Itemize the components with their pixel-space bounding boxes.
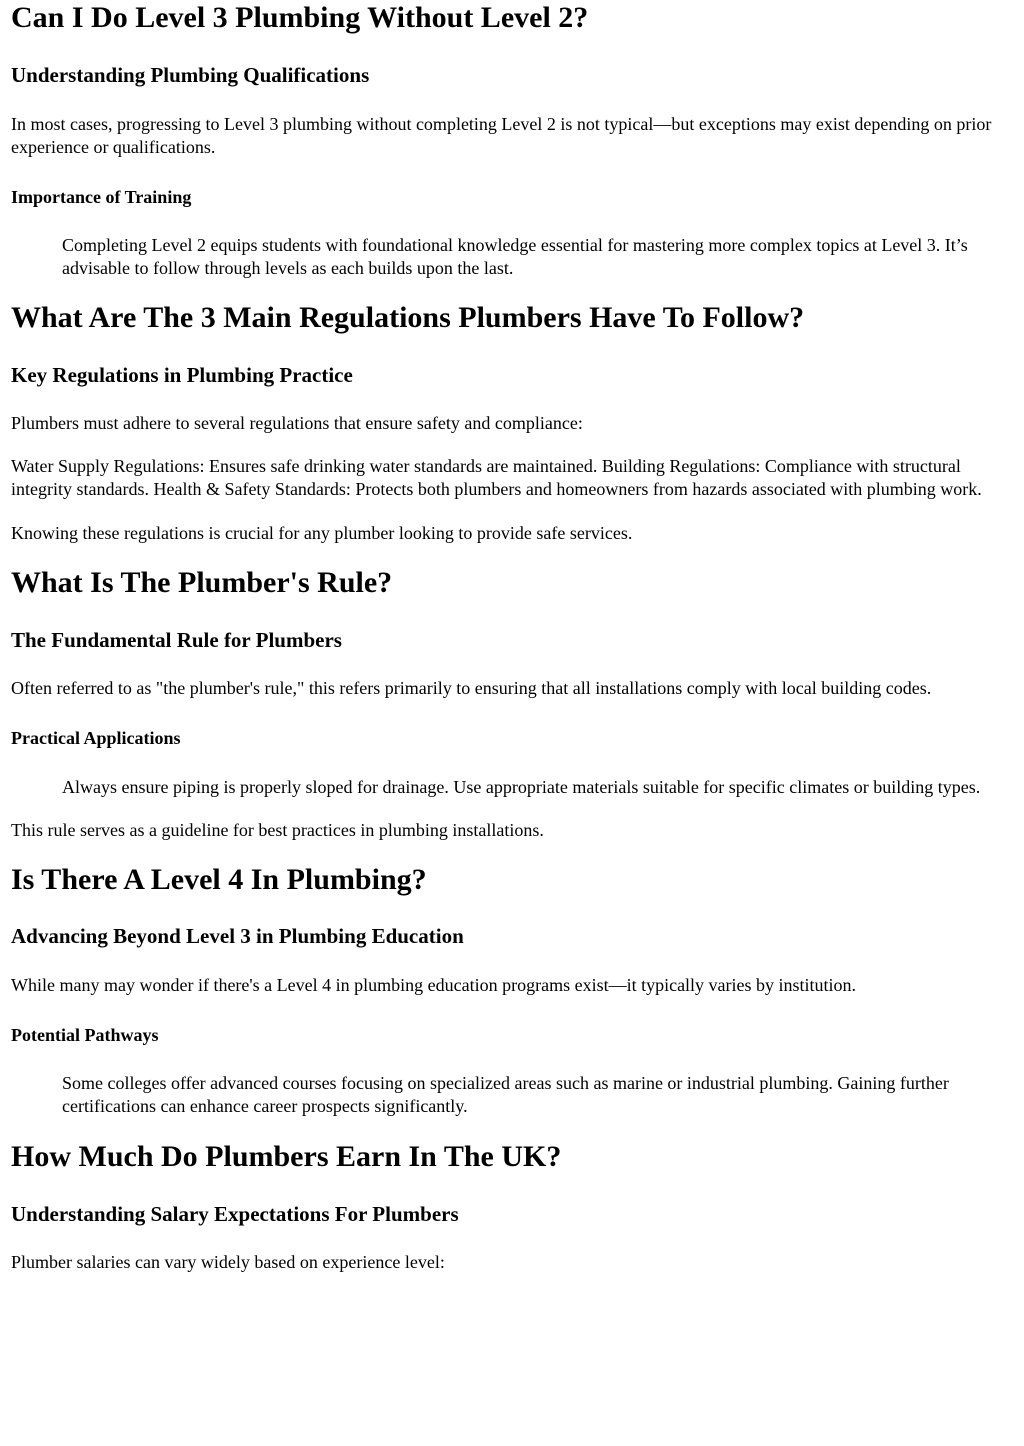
quote-potential-pathways: Some colleges offer advanced courses focusing on specialized areas such as marine or industrial plumbing. Gaining further certifications can enhance career prospects significantly. bbox=[62, 1073, 949, 1116]
subheading-key-regulations: Key Regulations in Plumbing Practice bbox=[11, 363, 353, 387]
paragraph-salary-intro: Plumber salaries can vary widely based on experience level: bbox=[11, 1252, 445, 1272]
paragraph-regulations-summary: Knowing these regulations is crucial for any plumber looking to provide safe services. bbox=[11, 523, 633, 543]
section-heading-main-regulations: What Are The 3 Main Regulations Plumbers Have To Follow? bbox=[11, 301, 805, 334]
paragraph-qualifications: In most cases, progressing to Level 3 plumbing without completing Level 2 is not typical—but exceptions may exist depending on prior experience or qualifications. bbox=[11, 114, 992, 157]
subheading-plumbing-qualifications: Understanding Plumbing Qualifications bbox=[11, 63, 370, 87]
paragraph-rule-guideline: This rule serves as a guideline for best practices in plumbing installations. bbox=[11, 820, 544, 840]
quote-training: Completing Level 2 equips students with foundational knowledge essential for mastering more complex topics at Level 3. It’s advisable to follow through levels as each builds upon the last. bbox=[62, 235, 968, 278]
paragraph-regulations-list: Water Supply Regulations: Ensures safe drinking water standards are maintained. Building Regulations: Compliance with structural integrity standards. Health & Safety Standards: Protects both plumbers and homeowners from hazards associated with plumbing work. bbox=[11, 456, 982, 499]
minor-heading-practical-applications: Practical Applications bbox=[11, 728, 181, 748]
paragraph-level-4: While many may wonder if there's a Level 4 in plumbing education programs exist—it typically varies by institution. bbox=[11, 975, 857, 995]
quote-practical-applications: Always ensure piping is properly sloped for drainage. Use appropriate materials suitable for specific climates or building types. bbox=[62, 777, 981, 797]
minor-heading-importance-of-training: Importance of Training bbox=[11, 187, 192, 207]
subheading-fundamental-rule: The Fundamental Rule for Plumbers bbox=[11, 628, 342, 652]
section-heading-plumbers-rule: What Is The Plumber's Rule? bbox=[11, 566, 393, 599]
subheading-advancing-beyond-level-3: Advancing Beyond Level 3 in Plumbing Education bbox=[11, 924, 464, 948]
section-heading-plumber-earnings: How Much Do Plumbers Earn In The UK? bbox=[11, 1140, 562, 1173]
paragraph-regulations-intro: Plumbers must adhere to several regulations that ensure safety and compliance: bbox=[11, 413, 583, 433]
section-heading-level-3-without-level-2: Can I Do Level 3 Plumbing Without Level 2? bbox=[11, 1, 589, 34]
section-heading-level-4: Is There A Level 4 In Plumbing? bbox=[11, 863, 427, 896]
subheading-salary-expectations: Understanding Salary Expectations For Plumbers bbox=[11, 1202, 459, 1226]
paragraph-plumbers-rule: Often referred to as "the plumber's rule," this refers primarily to ensuring that all installations comply with local building codes. bbox=[11, 678, 932, 698]
minor-heading-potential-pathways: Potential Pathways bbox=[11, 1025, 159, 1045]
